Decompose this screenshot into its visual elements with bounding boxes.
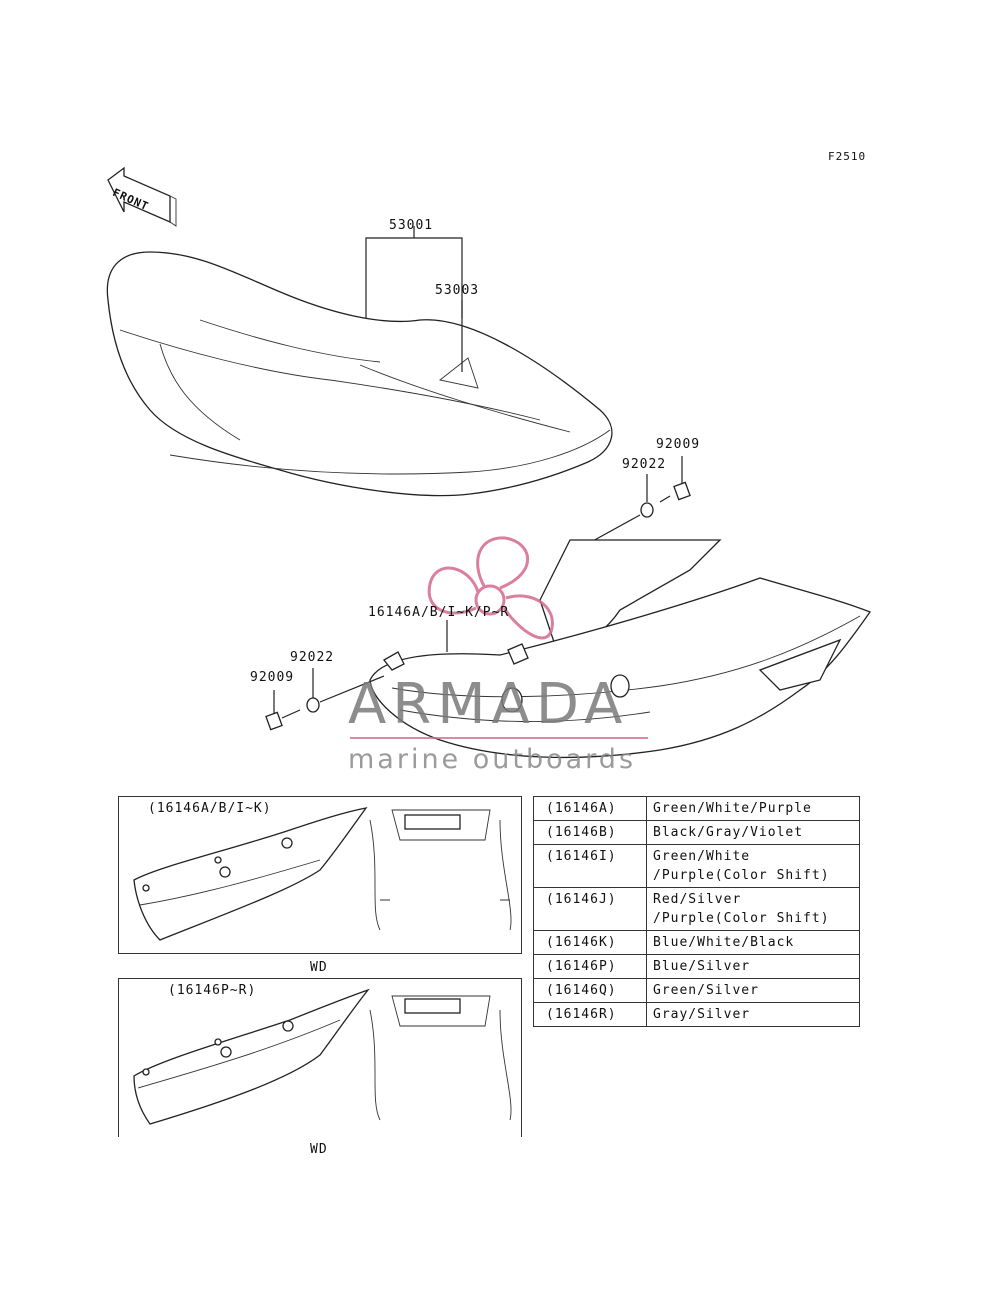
color-code: (16146P)	[534, 955, 647, 979]
color-code: (16146I)	[534, 845, 647, 888]
front-label: FRONT	[110, 186, 151, 214]
color-code: (16146R)	[534, 1003, 647, 1027]
variant-2-heading: (16146P~R)	[168, 983, 257, 998]
callout-washer-right: 92022	[622, 457, 667, 472]
callout-bolt-right: 92009	[656, 437, 701, 452]
variant-2-caption: WD	[310, 1142, 328, 1157]
callout-washer-left: 92022	[290, 650, 335, 665]
color-name: Red/Silver	[653, 892, 742, 907]
watermark-title: ARMADA	[348, 672, 629, 737]
seat-drawing	[107, 252, 612, 496]
color-name: Blue/Silver	[647, 955, 860, 979]
variant-1-caption: WD	[310, 960, 328, 975]
color-name: Green/Silver	[647, 979, 860, 1003]
table-row	[534, 979, 860, 1003]
color-code: (16146K)	[534, 931, 647, 955]
variant-box-2	[118, 978, 522, 1137]
color-name: Green/White	[653, 849, 751, 864]
callout-seat: 53001	[389, 218, 434, 233]
color-name: Blue/White/Black	[647, 931, 860, 955]
variant-box-1	[118, 796, 522, 954]
table-row	[534, 845, 860, 888]
color-name-2: /Purple(Color Shift)	[653, 868, 830, 883]
table-row	[534, 797, 860, 821]
callout-seat-emblem: 53003	[435, 283, 480, 298]
table-row	[534, 955, 860, 979]
figure-id: F2510	[828, 150, 867, 163]
table-row	[534, 1003, 860, 1027]
color-table	[533, 796, 860, 1027]
color-code: (16146B)	[534, 821, 647, 845]
color-name: Gray/Silver	[647, 1003, 860, 1027]
watermark-subtitle: marine outboards	[348, 744, 637, 775]
watermark-rule	[350, 737, 648, 739]
propeller-logo-icon	[429, 538, 552, 638]
color-code: (16146J)	[534, 888, 647, 931]
variant-1-heading: (16146A/B/I~K)	[148, 801, 272, 816]
color-name-2: /Purple(Color Shift)	[653, 911, 830, 926]
color-code: (16146A)	[534, 797, 647, 821]
callout-bolt-left: 92009	[250, 670, 295, 685]
color-name: Black/Gray/Violet	[647, 821, 860, 845]
table-row	[534, 931, 860, 955]
table-row	[534, 888, 860, 931]
color-code: (16146Q)	[534, 979, 647, 1003]
table-row	[534, 821, 860, 845]
color-name: Green/White/Purple	[647, 797, 860, 821]
callout-side-cover: 16146A/B/I~K/P~R	[368, 605, 510, 620]
